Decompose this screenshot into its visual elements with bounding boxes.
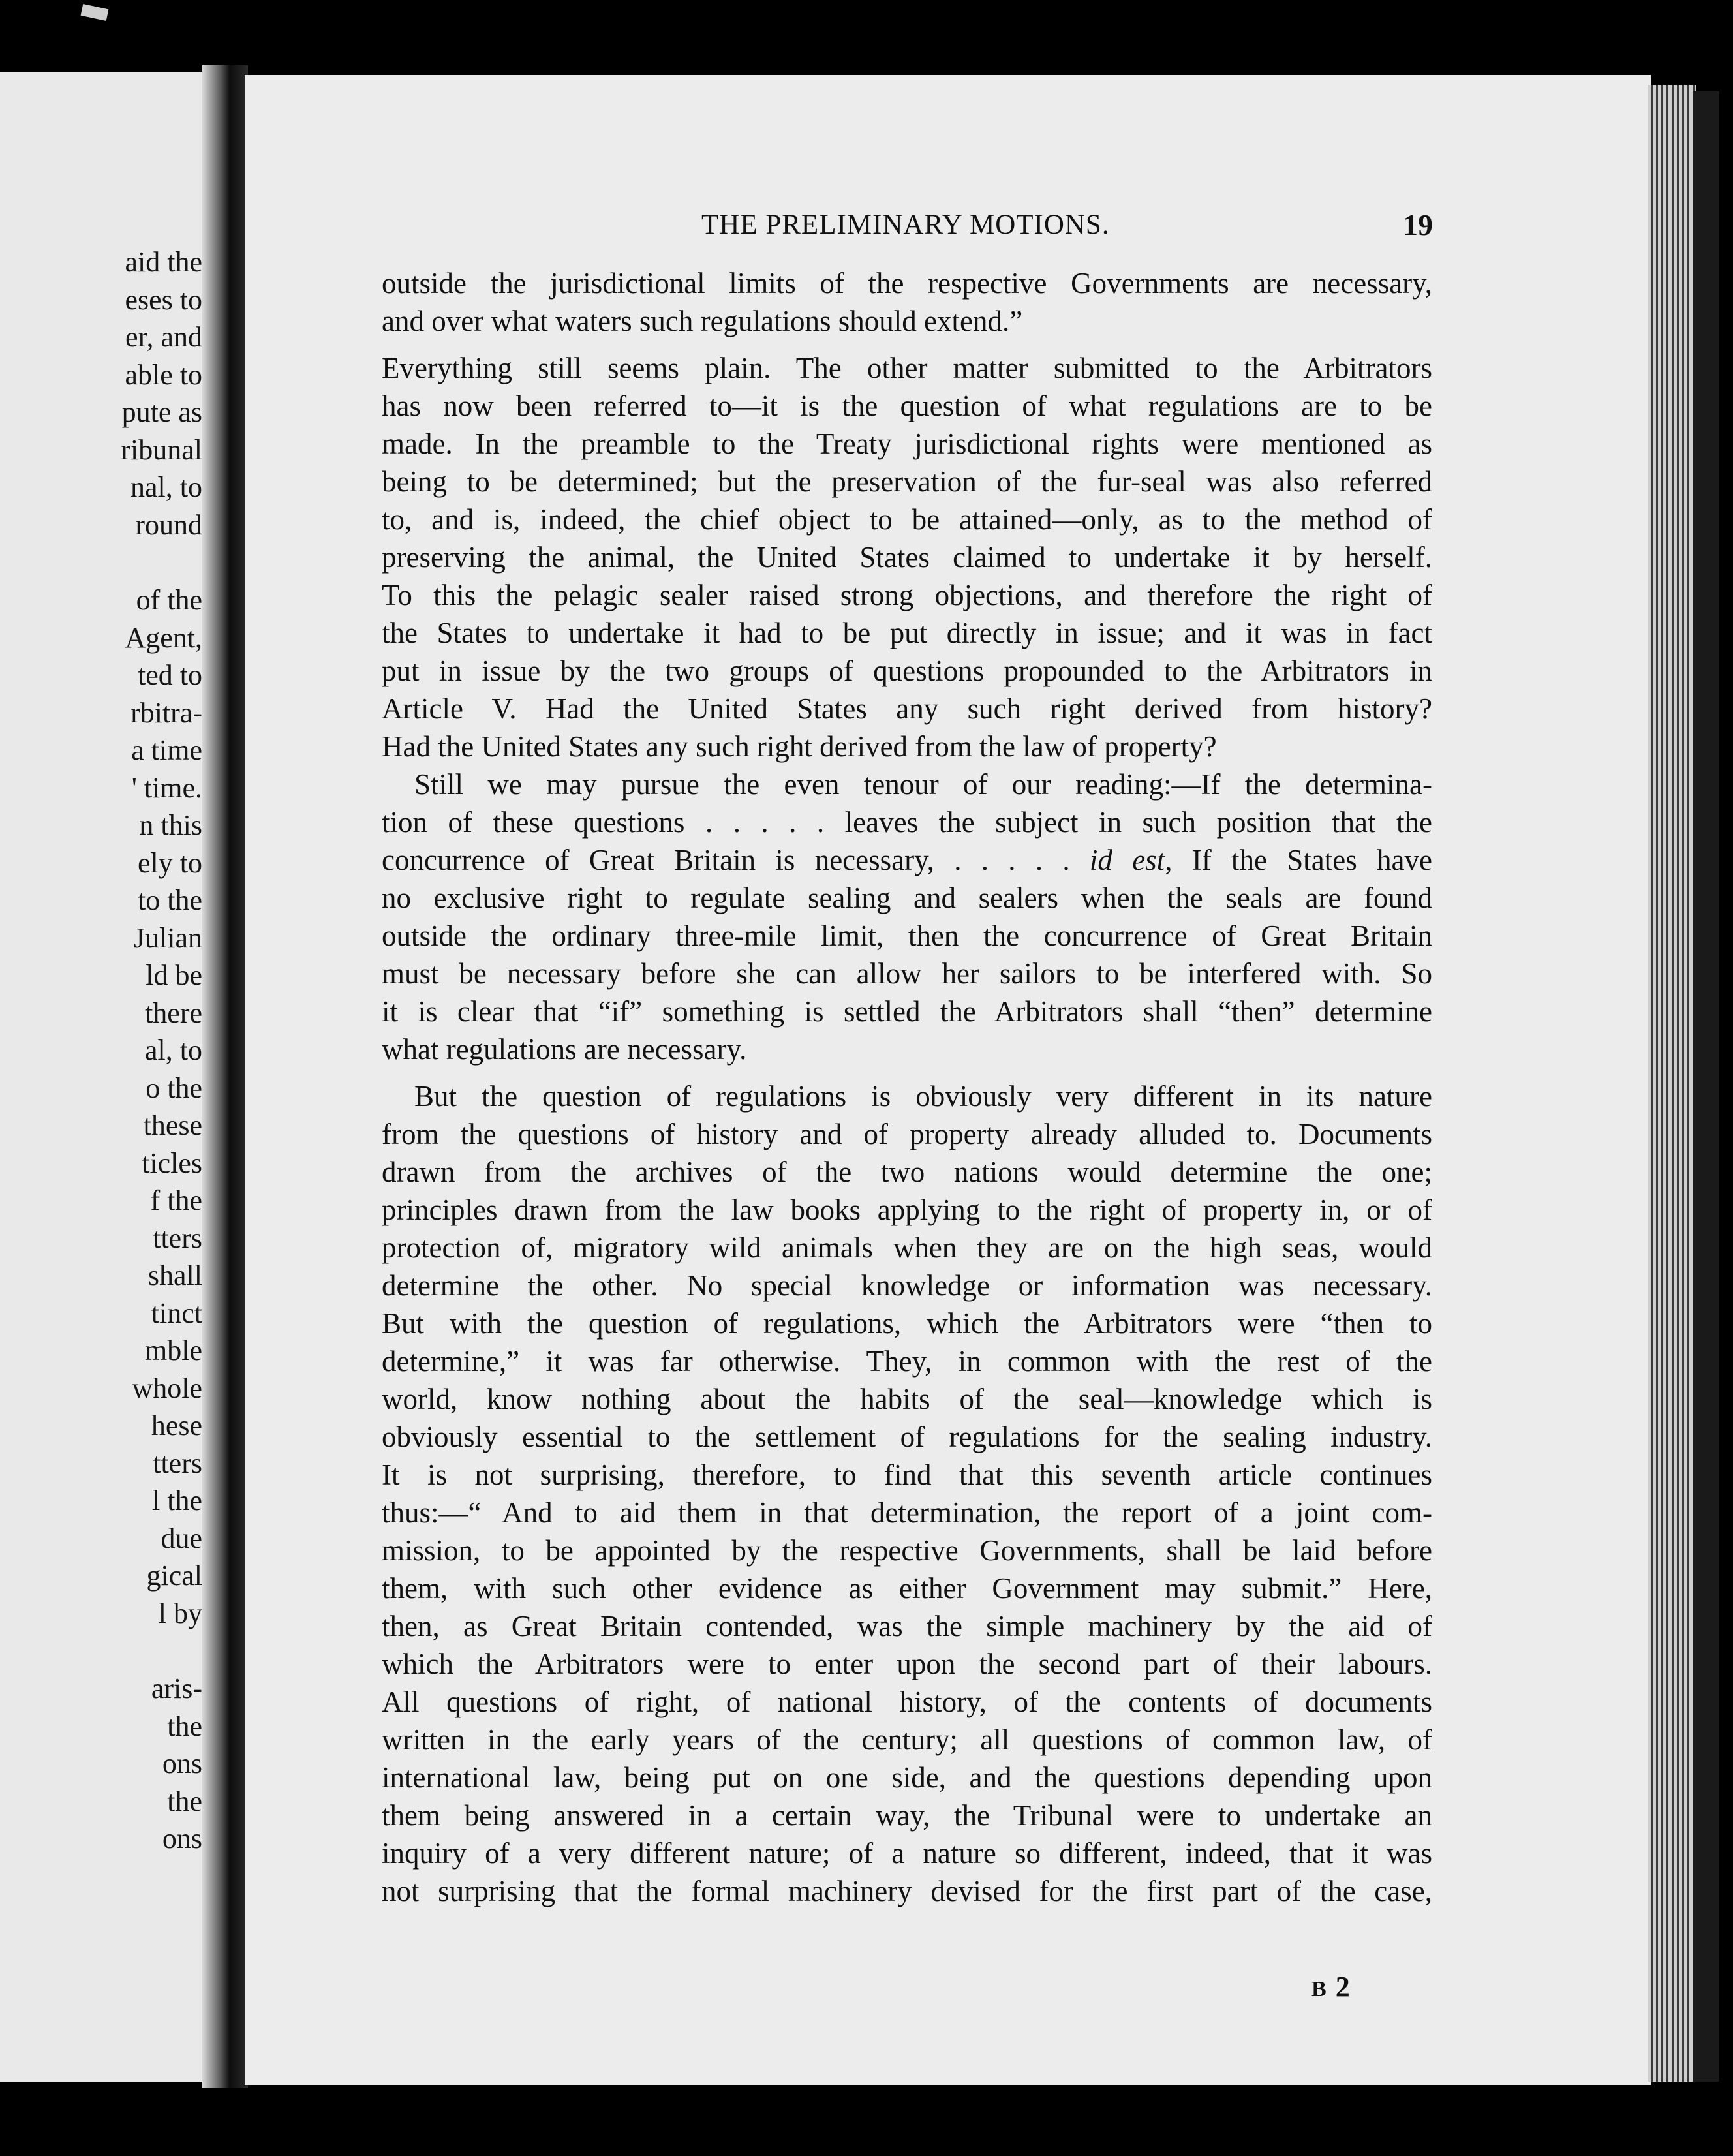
text-line: not surprising that the formal machinery devised for the first part of the case, [382,1875,1432,1907]
signature-letter: B [1311,1977,1328,2001]
text-line: no exclusive right to regulate sealing and sealers when the seals are found [382,882,1432,914]
text-line: thus:—“ And to aid them in that determination, the report of a joint com- [382,1496,1432,1529]
signature-number: 2 [1335,1971,1350,2003]
left-page-line: tinct [151,1297,202,1329]
text-line: But with the question of regulations, which the Arbitrators were “then to [382,1307,1432,1340]
left-page-line: l the [152,1485,202,1517]
left-page-line: aid the [125,246,202,278]
text-line: from the questions of history and of property already alluded to. Documents [382,1118,1432,1150]
left-page-line: to the [138,884,202,916]
main-page [245,75,1651,2085]
text-line: written in the early years of the century; all questions of common law, of [382,1723,1432,1756]
left-page-line: due [161,1522,202,1554]
left-page-line: these [143,1109,202,1141]
text-line: which the Arbitrators were to enter upon the second part of their labours. [382,1648,1432,1680]
text-line: being to be determined; but the preservation of the fur-seal was also referred [382,465,1432,498]
left-page-line: the [167,1785,202,1817]
text-line: must be necessary before she can allow her sailors to be interfered with. So [382,957,1432,990]
text-line: principles drawn from the law books applying to the right of property in, or of [382,1194,1432,1226]
left-page-line: ticles [142,1147,202,1179]
text-line: made. In the preamble to the Treaty jurisdictional rights were mentioned as [382,427,1432,460]
body-text [382,264,1432,1910]
italic-id-est: id est [1089,844,1165,876]
running-head: THE PRELIMINARY MOTIONS. [701,209,1110,240]
text-line: mission, to be appointed by the respective Governments, shall be laid before [382,1534,1432,1567]
paragraph-gap [382,340,1432,349]
text-line: put in issue by the two groups of questions propounded to the Arbitrators in [382,654,1432,687]
text-line: Everything still seems plain. The other matter submitted to the Arbitrators [382,352,1432,384]
text-line: tion of these questions . . . . . leaves the subject in such position that the [382,806,1432,839]
left-page-line: the [167,1710,202,1742]
left-page-line: whole [132,1372,202,1404]
left-page-line: round [135,508,202,541]
page-edges-shadow [1693,91,1719,2082]
left-page-line: ld be [146,959,202,991]
left-page-fragment [0,72,222,2082]
left-page-line: pute as [121,396,202,428]
text-line: Had the United States any such right derived from the law of property? [382,730,1217,763]
text-line: preserving the animal, the United States claimed to undertake it by herself. [382,541,1432,574]
scan-corner-mark [81,4,109,21]
text-line: determine the other. No special knowledge or information was necessary. [382,1269,1432,1302]
left-page-line: of the [136,584,202,616]
left-page-line: o the [146,1071,202,1104]
page-number: 19 [1403,208,1433,241]
left-page-line: ted to [138,659,202,691]
left-page-line: er, and [125,321,202,353]
page-edges [1648,85,1696,2082]
text-line: inquiry of a very different nature; of a nature so different, indeed, that it was [382,1837,1432,1870]
book-gutter [202,65,248,2088]
left-page-line: ' time. [131,771,202,804]
text-line: international law, being put on one side, and the questions depending upon [382,1761,1432,1794]
left-page-line: f the [150,1184,202,1216]
left-page-line: n this [139,809,202,841]
text-line: protection of, migratory wild animals when they are on the high seas, would [382,1231,1432,1264]
text-line: To this the pelagic sealer raised strong objections, and therefore the right of [382,579,1432,611]
left-page-line: mble [145,1334,202,1366]
text-line: But the question of regulations is obviously very different in its nature [414,1080,1432,1113]
text-line: world, know nothing about the habits of the seal—knowledge which is [382,1383,1432,1415]
left-page-line: a time [131,734,202,766]
left-page-line: eses to [125,283,202,316]
left-page-line: tters [153,1447,202,1479]
left-page-line: nal, to [130,471,202,503]
left-page-line: ribunal [121,433,202,466]
text-line: it is clear that “if” something is settled the Arbitrators shall “then” determine [382,995,1432,1028]
left-page-line: Julian [133,921,202,954]
text-line: drawn from the archives of the two nations would determine the one; [382,1156,1432,1188]
left-page-line: ons [162,1823,202,1855]
signature-mark [1311,1967,1350,2009]
left-page-line: shall [147,1259,202,1291]
text-line: has now been referred to—it is the question of what regulations are to be [382,390,1432,422]
text-line: to, and is, indeed, the chief object to be attained—only, as to the method of [382,503,1432,536]
text-line: outside the jurisdictional limits of the respective Governments are necessary, [382,267,1432,300]
text-line: All questions of right, of national history, of the contents of documents [382,1686,1432,1718]
text-line: then, as Great Britain contended, was the simple machinery by the aid of [382,1610,1432,1642]
text-line: It is not surprising, therefore, to find that this seventh article continues [382,1458,1432,1491]
left-page-line: ely to [138,846,202,879]
text-line: obviously essential to the settlement of regulations for the sealing industry. [382,1421,1432,1453]
text-line: them, with such other evidence as either Government may submit.” Here, [382,1572,1432,1605]
text-line: Article V. Had the United States any such right derived from history? [382,692,1432,725]
left-page-line: ons [162,1748,202,1779]
left-page-line: al, to [145,1034,202,1066]
left-page-line: hese [151,1409,202,1441]
text-line: Still we may pursue the even tenour of our reading:—If the determina- [414,768,1432,801]
text-line: and over what waters such regulations should extend.” [382,305,1023,337]
page-header [245,206,1651,245]
text-line: outside the ordinary three-mile limit, then the concurrence of Great Britain [382,919,1432,952]
left-page-line: l by [158,1597,202,1629]
left-page-line: rbitra- [130,696,202,729]
left-page-line: aris- [151,1672,202,1704]
left-page-line: able to [125,358,202,391]
text-line: them being answered in a certain way, the Tribunal were to undertake an [382,1799,1432,1832]
text-line: concurrence of Great Britain is necessary, . . . . . id est, If the States have [382,844,1432,876]
left-page-line: Agent, [125,621,202,654]
left-page-line: tters [153,1222,202,1254]
left-page-line: gical [146,1560,202,1592]
text-line: determine,” it was far otherwise. They, in common with the rest of the [382,1345,1432,1378]
left-page-line: there [145,996,202,1029]
text-line: the States to undertake it had to be put directly in issue; and it was in fact [382,617,1432,649]
text-line: what regulations are necessary. [382,1033,747,1066]
paragraph-gap [382,1068,1432,1077]
